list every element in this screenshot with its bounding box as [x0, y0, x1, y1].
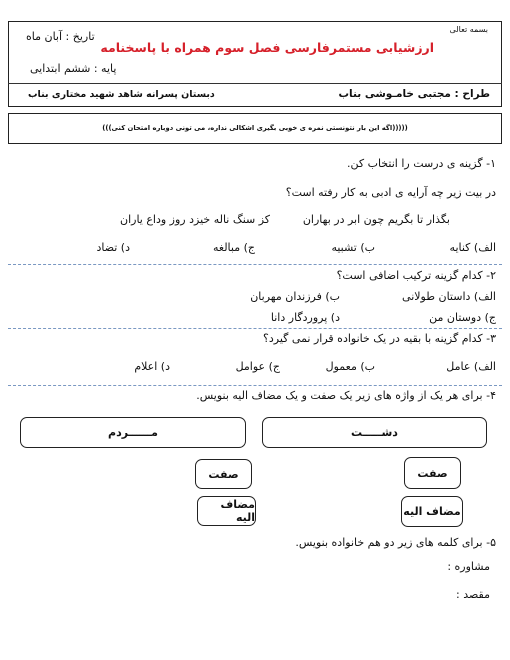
word-dasht: دشـــــت [351, 426, 398, 439]
school-name: دبستان پسرانه شاهد شهید مختاری بناب [28, 89, 215, 100]
q3-option-b: ب) معمول [325, 360, 375, 373]
q1-verse-left: کز سنگ ناله خیزد روز وداع یاران [120, 213, 271, 226]
q5-item-1: مشاوره : [447, 560, 490, 573]
bismillah: بسمه تعالی [449, 25, 488, 34]
grade-label: پایه : ششم ابتدایی [30, 62, 117, 75]
q3-separator [8, 385, 502, 386]
q1-option-d: د) تضاد [96, 241, 130, 254]
adjective-box-mardom [195, 459, 252, 489]
q1-question: در بیت زیر چه آرایه ی ادبی به کار رفته است؟ [285, 186, 496, 199]
adjective-label-dasht: صفت [417, 466, 448, 480]
adjective-box-dasht [404, 457, 461, 489]
q2-option-c: ج) دوستان من [429, 311, 496, 324]
q1-verse-right: بگذار تا بگریم چون ابر در بهاران [302, 213, 450, 226]
q1-option-a: الف) کنایه [449, 241, 496, 254]
word-box-dasht [262, 417, 487, 448]
q1-separator [8, 264, 502, 265]
possessor-box-dasht [401, 496, 463, 527]
possessor-label-mardom: مضاف الیه [220, 498, 255, 524]
q5-item-2: مقصد : [456, 588, 490, 601]
possessor-label-dasht: مضاف الیه [403, 505, 461, 518]
q2-option-a: الف) داستان طولانی [402, 290, 496, 303]
q1-option-c: ج) مبالغه [212, 241, 255, 254]
exam-title: ارزشیابی مستمرفارسی فصل سوم همراه با پاسخنامه [100, 40, 434, 55]
q1-option-b: ب) تشبیه [331, 241, 375, 254]
q3-option-d: د) اعلام [134, 360, 170, 373]
q2-option-b: ب) فرزندان مهربان [250, 290, 340, 303]
word-mardom: مــــــردم [108, 426, 158, 439]
q2-question: ۲- کدام گزینه ترکیب اضافی است؟ [336, 269, 496, 282]
q2-separator [8, 328, 502, 329]
q4-question: ۴- برای هر یک از واژه های زیر یک صفت و یک مضاف الیه بنویس. [196, 389, 496, 402]
q1-instruction: ۱- گزینه ی درست را انتخاب کن. [346, 157, 496, 170]
exam-date: تاریخ : آبان ماه [26, 30, 95, 43]
q3-option-c: ج) عوامل [235, 360, 280, 373]
q3-question: ۳- کدام گزینه با بقیه در یک خانواده قرار نمی گیرد؟ [263, 332, 496, 345]
word-box-mardom [20, 417, 246, 448]
header-divider [8, 83, 502, 84]
q5-question: ۵- برای کلمه های زیر دو هم خانواده بنویس. [295, 536, 496, 549]
possessor-box-mardom [197, 496, 256, 526]
designer-name: طراح : مجتبی خامـوشی بناب [338, 88, 490, 100]
q3-option-a: الف) عامل [446, 360, 496, 373]
adjective-label-mardom: صفت [208, 467, 239, 481]
motto-text: (((((اگه این بار نتونستی نمره ی خوبی بگیری اشکالی نداره، می تونی دوباره امتحان کنی))) [102, 124, 408, 132]
q2-option-d: د) پروردگار دانا [270, 311, 340, 324]
